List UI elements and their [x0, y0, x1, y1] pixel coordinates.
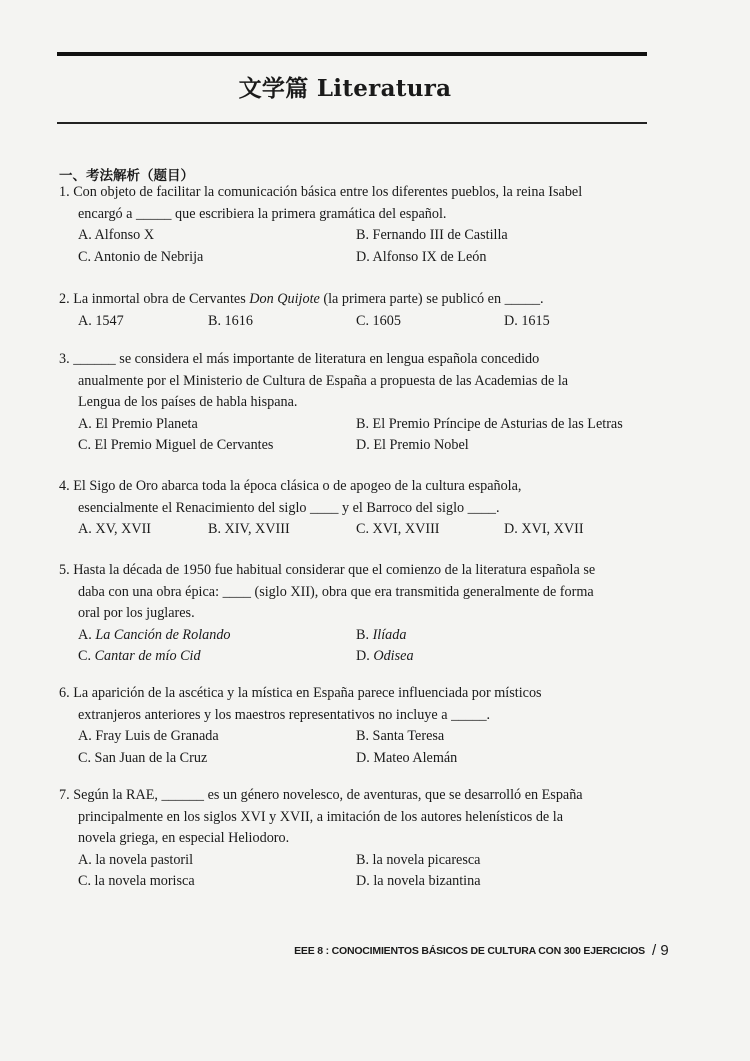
option-a[interactable]: A. 1547 [78, 312, 124, 329]
question-6-options [78, 726, 646, 769]
question-1-stem-line: encargó a _____ que escribiera la primera gramática del español. [78, 205, 447, 222]
question-2-stem-text: (la primera parte) se publicó en _____. [319, 291, 544, 307]
question-7-stem [59, 785, 646, 850]
question-1-stem [59, 182, 646, 225]
option-c[interactable]: C. 1605 [356, 312, 401, 329]
question-7 [59, 785, 646, 893]
option-b[interactable]: B. 1616 [208, 312, 253, 329]
question-5-stem-line: 5. Hasta la década de 1950 fue habitual considerar que el comienzo de la literatura española se [59, 562, 596, 578]
option-d[interactable]: D. la novela bizantina [356, 873, 481, 889]
question-4-options [78, 519, 646, 541]
question-4-stem-line: 4. El Sigo de Oro abarca toda la época clásica o de apogeo de la cultura española, [59, 478, 522, 494]
section-title: 一、考法解析（题目） [59, 168, 194, 184]
option-a[interactable] [78, 625, 356, 647]
option-b[interactable]: B. El Premio Príncipe de Asturias de las Letras [356, 415, 623, 432]
option-b-letter: B. [356, 626, 373, 643]
question-2-options [78, 311, 646, 333]
option-c[interactable]: C. San Juan de la Cruz [78, 749, 208, 766]
question-7-stem-line: principalmente en los siglos XVI y XVII, a imitación de los autores helenísticos de la [78, 808, 564, 825]
question-1 [59, 182, 646, 268]
question-7-stem-line: 7. Según la RAE, ______ es un género novelesco, de aventuras, que se desarrolló en España [59, 787, 583, 803]
question-5-options [78, 625, 646, 668]
question-6-stem-line: 6. La aparición de la ascética y la mística en España parece influenciada por místicos [59, 685, 542, 701]
option-b-work-title: Ilíada [372, 626, 407, 643]
option-a[interactable]: A. XV, XVII [78, 521, 152, 537]
option-c[interactable]: C. XVI, XVIII [356, 521, 440, 537]
option-d[interactable]: D. Alfonso IX de León [356, 248, 487, 265]
question-1-options [78, 225, 646, 268]
question-2-stem-work-title: Don Quijote [249, 291, 320, 307]
question-6-stem-line: extranjeros anteriores y los maestros representativos no incluye a _____. [78, 706, 491, 723]
page-number: / 9 [652, 942, 669, 959]
question-3-stem-line: Lengua de los países de habla hispana. [78, 394, 298, 410]
option-d[interactable]: D. XVI, XVII [504, 521, 584, 537]
page-title: 文学篇 Literatura [238, 75, 452, 102]
question-7-stem-line: novela griega, en especial Heliodoro. [78, 830, 290, 846]
option-a-work-title: La Canción de Rolando [95, 626, 231, 643]
option-d[interactable]: D. 1615 [504, 312, 550, 329]
footer-book-title: EEE 8 : CONOCIMIENTOS BÁSICOS DE CULTURA CON 300 EJERCICIOS [294, 945, 645, 957]
question-6-stem [59, 683, 646, 726]
question-2-stem [59, 289, 646, 311]
option-b[interactable]: B. Fernando III de Castilla [356, 227, 508, 243]
top-rule [57, 52, 647, 56]
option-a[interactable]: A. Alfonso X [78, 227, 155, 243]
option-c[interactable]: C. la novela morisca [78, 873, 195, 889]
question-4-stem-line: esencialmente el Renacimiento del siglo ____ y el Barroco del siglo ____. [78, 499, 500, 516]
question-2 [59, 289, 646, 332]
option-c[interactable]: C. El Premio Miguel de Cervantes [78, 437, 274, 453]
question-5 [59, 560, 646, 668]
question-1-stem-line: 1. Con objeto de facilitar la comunicación básica entre los diferentes pueblos, la reina Isabel [59, 184, 583, 200]
question-3 [59, 349, 646, 457]
option-d-work-title: Odisea [373, 648, 414, 664]
question-3-options [78, 414, 646, 457]
question-6 [59, 683, 646, 769]
option-d-letter: D. [356, 648, 374, 664]
option-d[interactable]: D. El Premio Nobel [356, 437, 469, 453]
option-c-letter: C. [78, 648, 95, 664]
option-d[interactable] [356, 646, 646, 668]
question-4 [59, 476, 646, 541]
option-a[interactable]: A. la novela pastoril [78, 851, 194, 868]
title-rule [57, 122, 647, 124]
question-3-stem-line: anualmente por el Ministerio de Cultura de España a propuesta de las Academias de la [78, 372, 569, 389]
question-3-stem-line: 3. ______ se considera el más importante de literatura en lengua española concedido [59, 351, 540, 367]
option-a-letter: A. [78, 626, 96, 643]
option-b[interactable]: B. Santa Teresa [356, 728, 445, 744]
option-b[interactable]: B. la novela picaresca [356, 851, 481, 868]
question-5-stem-line: oral por los juglares. [78, 605, 195, 621]
option-a[interactable]: A. Fray Luis de Granada [78, 728, 219, 744]
option-b[interactable]: B. XIV, XVIII [208, 521, 290, 537]
question-2-stem-text: 2. La inmortal obra de Cervantes [59, 291, 250, 307]
option-c-work-title: Cantar de mío Cid [94, 648, 201, 664]
question-7-options [78, 850, 646, 893]
option-a[interactable]: A. El Premio Planeta [78, 415, 198, 432]
question-4-stem [59, 476, 646, 519]
option-b[interactable] [356, 625, 646, 647]
option-d[interactable]: D. Mateo Alemán [356, 749, 458, 766]
question-5-stem-line: daba con una obra épica: ____ (siglo XII), obra que era transmitida generalmente de forma [78, 583, 594, 600]
option-c[interactable]: C. Antonio de Nebrija [78, 248, 204, 265]
question-5-stem [59, 560, 646, 625]
option-c[interactable] [78, 646, 356, 668]
question-3-stem [59, 349, 646, 414]
